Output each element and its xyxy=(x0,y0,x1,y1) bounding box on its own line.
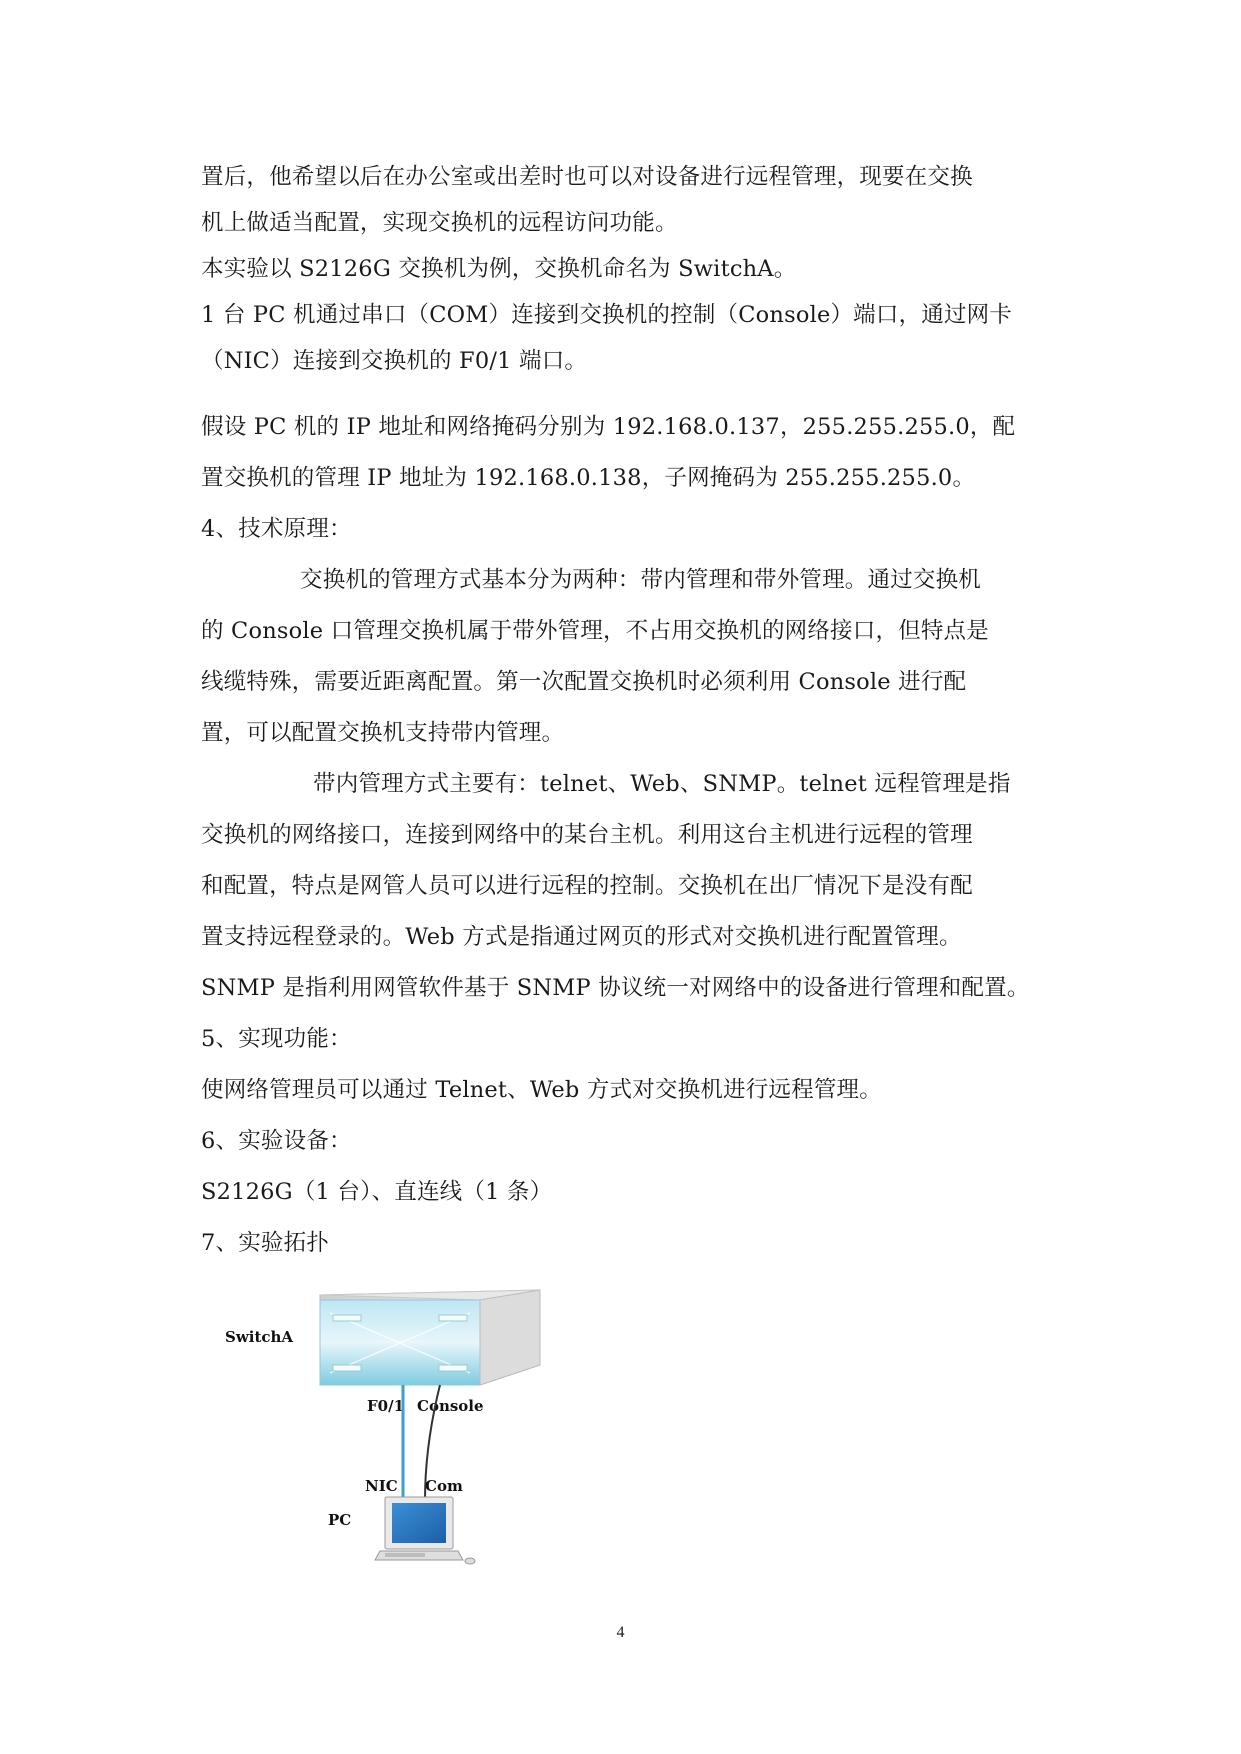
switch-icon xyxy=(320,1290,540,1385)
text-line: 交换机的管理方式基本分为两种：带内管理和带外管理。通过交换机 xyxy=(300,567,982,593)
section-heading: 7、实验拓扑 xyxy=(201,1230,330,1256)
text-line: S2126G（1 台）、直连线（1 条） xyxy=(201,1179,553,1205)
pc-com-label: Com xyxy=(425,1477,463,1495)
text-line: 和配置，特点是网管人员可以进行远程的控制。交换机在出厂情况下是没有配 xyxy=(201,873,973,899)
switch-label: SwitchA xyxy=(225,1328,294,1346)
pc-icon xyxy=(375,1497,475,1564)
text-line: （NIC）连接到交换机的 F0/1 端口。 xyxy=(201,348,588,374)
text-line: 交换机的网络接口，连接到网络中的某台主机。利用这台主机进行远程的管理 xyxy=(201,822,973,848)
text-line: 置交换机的管理 IP 地址为 192.168.0.138，子网掩码为 255.255.255.0。 xyxy=(201,465,976,491)
text-line: 本实验以 S2126G 交换机为例，交换机命名为 SwitchA。 xyxy=(201,256,797,282)
port-console-label: Console xyxy=(417,1397,484,1415)
text-line: 假设 PC 机的 IP 地址和网络掩码分别为 192.168.0.137，255.255.255.0，配 xyxy=(201,414,1016,440)
port-f01-label: F0/1 xyxy=(367,1397,405,1415)
text-line: 线缆特殊，需要近距离配置。第一次配置交换机时必须利用 Console 进行配 xyxy=(201,669,967,695)
text-line: SNMP 是指利用网管软件基于 SNMP 协议统一对网络中的设备进行管理和配置。 xyxy=(201,975,1030,1001)
section-heading: 5、实现功能： xyxy=(201,1026,352,1052)
text-line: 的 Console 口管理交换机属于带外管理，不占用交换机的网络接口，但特点是 xyxy=(201,618,989,644)
text-line: 1 台 PC 机通过串口（COM）连接到交换机的控制（Console）端口，通过网卡 xyxy=(201,302,1013,328)
text-line: 使网络管理员可以通过 Telnet、Web 方式对交换机进行远程管理。 xyxy=(201,1077,882,1103)
pc-nic-label: NIC xyxy=(365,1477,398,1495)
text-line: 置支持远程登录的。Web 方式是指通过网页的形式对交换机进行配置管理。 xyxy=(201,924,962,950)
section-heading: 6、实验设备： xyxy=(201,1128,352,1154)
section-heading: 4、技术原理： xyxy=(201,516,352,542)
page-number: 4 xyxy=(616,1624,625,1641)
text-line: 置，可以配置交换机支持带内管理。 xyxy=(201,720,565,746)
text-line: 机上做适当配置，实现交换机的远程访问功能。 xyxy=(201,210,678,236)
text-line: 带内管理方式主要有：telnet、Web、SNMP。telnet 远程管理是指 xyxy=(313,771,1011,797)
text-line: 置后，他希望以后在办公室或出差时也可以对设备进行远程管理，现要在交换 xyxy=(201,164,973,190)
pc-label: PC xyxy=(328,1511,352,1529)
topology-diagram xyxy=(225,1285,565,1575)
